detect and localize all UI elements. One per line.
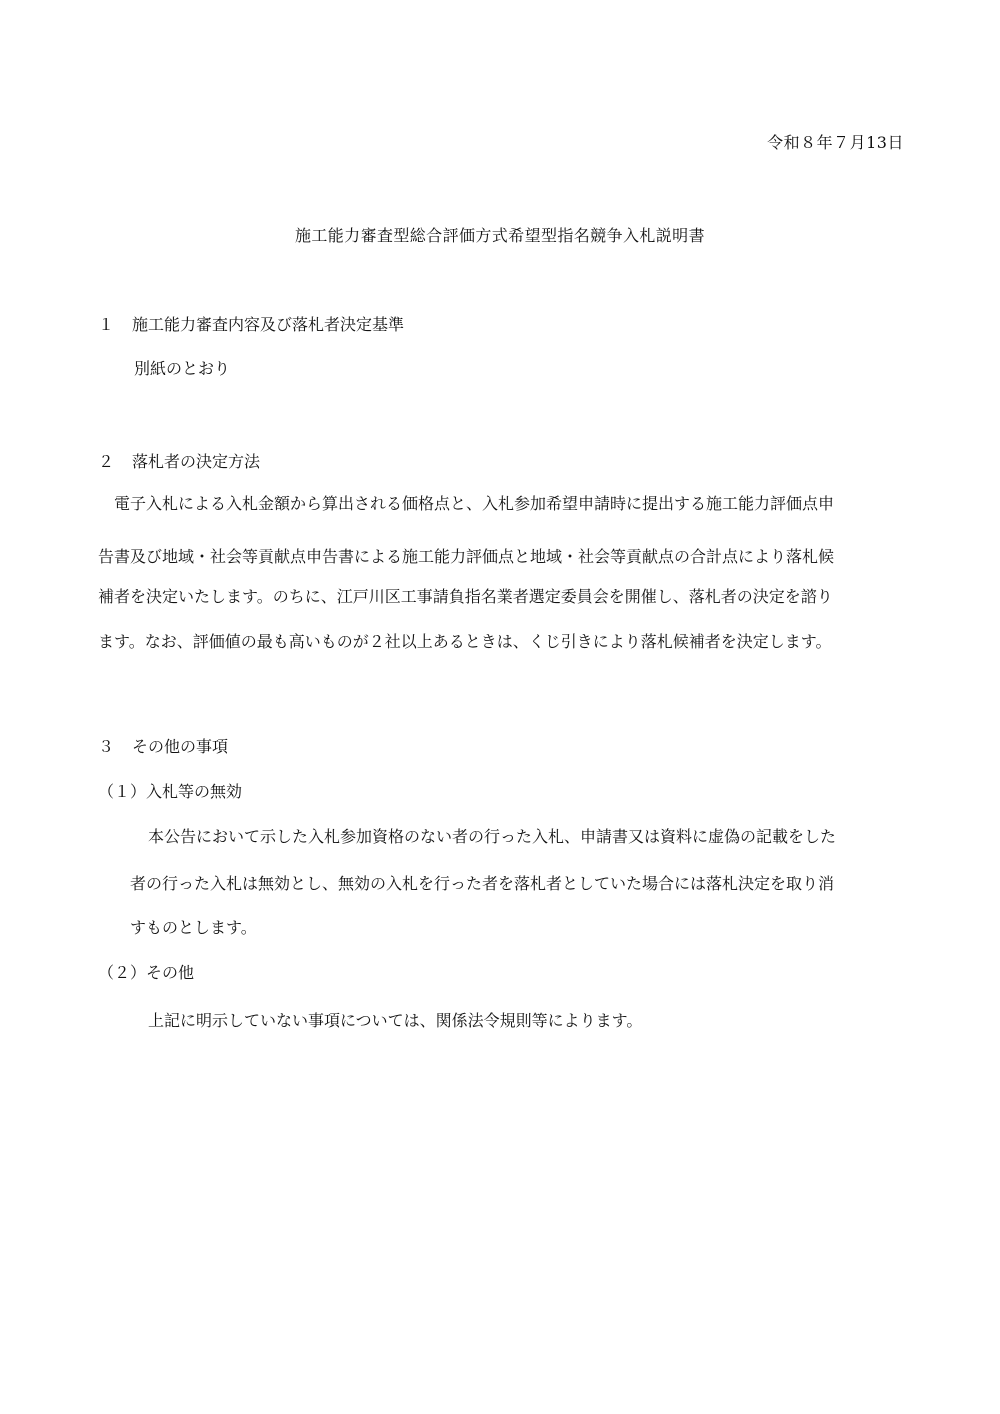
section-2-line-3: 補者を決定いたします。のちに、江戸川区工事請負指名業者選定委員会を開催し、落札者の決定を諮り — [98, 587, 833, 606]
subsection-1-line-3: すものとします。 — [130, 918, 257, 937]
section-2-number: ２ — [98, 452, 115, 471]
subsection-2-body: 上記に明示していない事項については、関係法令規則等によります。 — [148, 1011, 643, 1030]
subsection-2-label: （２）その他 — [98, 963, 195, 982]
subsection-1-line-2: 者の行った入札は無効とし、無効の入札を行った者を落札者としていた場合には落札決定を取り消 — [130, 874, 835, 893]
document-title: 施工能力審査型総合評価方式希望型指名競争入札説明書 — [294, 226, 705, 245]
section-2-line-1: 電子入札による入札金額から算出される価格点と、入札参加希望申請時に提出する施工能力評価点申 — [114, 494, 835, 513]
document-date: 令和８年７月13日 — [767, 133, 904, 152]
section-1-body: 別紙のとおり — [134, 359, 231, 378]
section-3-heading — [98, 736, 228, 758]
section-1-title: 施工能力審査内容及び落札者決定基準 — [132, 315, 405, 334]
section-2-title: 落札者の決定方法 — [132, 452, 261, 471]
section-1-number: １ — [98, 315, 115, 334]
section-3-title: その他の事項 — [132, 737, 229, 756]
subsection-1-label: （１）入札等の無効 — [98, 782, 243, 801]
section-3-number: ３ — [98, 737, 115, 756]
section-1-heading — [98, 314, 404, 336]
section-2-heading — [98, 451, 260, 473]
section-2-line-2: 告書及び地域・社会等貢献点申告書による施工能力評価点と地域・社会等貢献点の合計点により落札候 — [98, 547, 835, 566]
subsection-1-line-1: 本公告において示した入札参加資格のない者の行った入札、申請書又は資料に虚偽の記載をした — [148, 827, 837, 846]
section-2-line-4: ます。なお、評価値の最も高いものが２社以上あるときは、くじ引きにより落札候補者を決定します。 — [98, 632, 832, 651]
